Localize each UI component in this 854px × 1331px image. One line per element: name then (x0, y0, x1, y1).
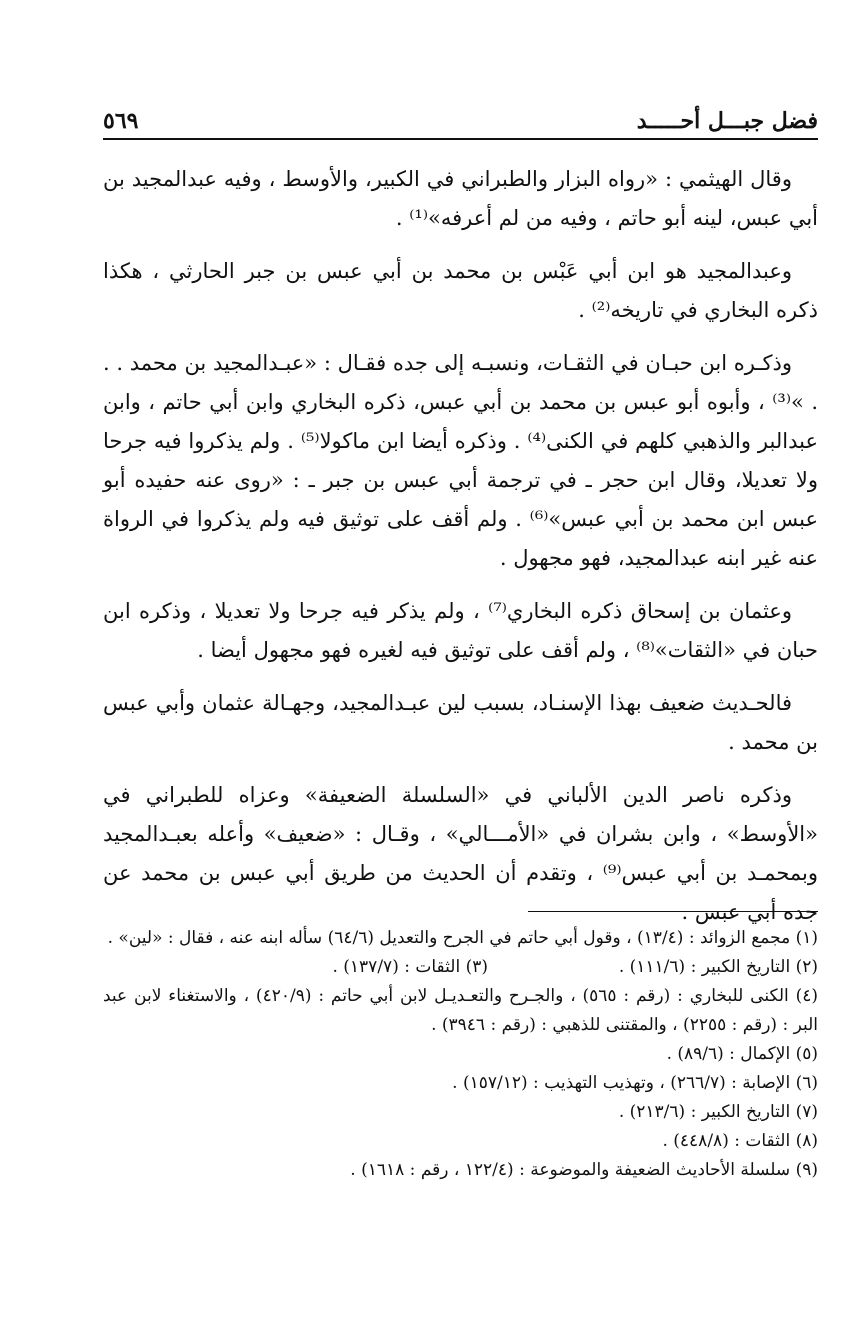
footnote-9: (٩) سلسلة الأحاديث الضعيفة والموضوعة : (١٢٢/٤ ، رقم : ١٦١٨) . (350, 1160, 818, 1180)
footnote-7: (٧) التاريخ الكبير : (٢١٣/٦) . (618, 1102, 818, 1122)
footnote-3: (٣) الثقات : (١٣٧/٧) . (332, 957, 488, 977)
page-header (103, 84, 818, 134)
main-text (103, 160, 818, 946)
footnote-row (103, 953, 818, 982)
paragraph: وقال الهيثمي : «رواه البزار والطبراني في الكبير، والأوسط ، وفيه عبدالمجيد بن أبي عبس، لينه أبو حاتم ، وفيه من لم أعرفه»⁽¹⁾ . (103, 167, 818, 230)
page-number: ٥٦٩ (103, 108, 139, 134)
footnote-5: (٥) الإكمال : (٨٩/٦) . (666, 1044, 818, 1064)
header-rule (103, 138, 818, 140)
footnote-2: (٢) التاريخ الكبير : (١١١/٦) . (618, 957, 818, 977)
paragraph: وذكـره ابن حبـان في الثقـات، ونسبـه إلى جده فقـال : «عبـدالمجيد بن محمد . . . »⁽³⁾ ، وأبوه أبو عبس بن محمد بن أبي عبس، ذكره البخاري وابن أبي حاتم ، وابن عبدالبر والذهبي كلهم في الكنى⁽⁴⁾ . وذكره أيضا ابن ماكولا⁽⁵⁾ . ولم يذكروا فيه جرحا ولا تعديلا، وقال ابن حجر ـ في ترجمة أبي عبس بن جبر ـ : «روى عنه حفيده أبو عبس ابن محمد بن أبي عبس»⁽⁶⁾ . ولم أقف على توثيق فيه ولم يذكروا في الرواة عنه غير ابنه عبدالمجيد، فهو مجهول . (103, 351, 818, 570)
paragraph: وذكره ناصر الدين الألباني في «السلسلة الضعيفة» وعزاه للطبراني في «الأوسط» ، وابن بشران في «الأمـــالي» ، وقـال : «ضعيف» وأعله بعبـدالمجيد وبمحمـد بن أبي عبس⁽⁹⁾ ، وتقدم أن الحديث من طريق أبي عبس بن محمد عن جده أبي عبس . (103, 783, 819, 924)
footnote-8: (٨) الثقات : (٤٤٨/٨) . (662, 1131, 818, 1151)
paragraph: وعبدالمجيد هو ابن أبي عَبْس بن محمد بن أبي عبس بن جبر الحارثي ، هكذا ذكره البخاري في تاريخه⁽²⁾ . (103, 259, 818, 322)
footnote-1: (١) مجمع الزوائد : (١٣/٤) ، وقول أبي حاتم في الجرح والتعديل (٦٤/٦) سأله ابنه عنه ، فقال : «لين» . (107, 928, 818, 948)
footnote-6: (٦) الإصابة : (٢٦٦/٧) ، وتهذيب التهذيب : (١٥٧/١٢) . (452, 1073, 818, 1093)
footnotes (103, 924, 818, 1185)
running-title: فضل جبـــل أحـــــد (636, 108, 818, 134)
footnote-4: (٤) الكنى للبخاري : (رقم : ٥٦٥) ، والجـرح والتعـديـل لابن أبي حاتم : (٤٢٠/٩) ، والاستغناء لابن عبد البر : (رقم : ٢٢٥٥) ، والمقتنى للذهبي : (رقم : ٣٩٤٦) . (103, 986, 818, 1035)
paragraph: فالحـديث ضعيف بهذا الإسنـاد، بسبب لين عبـدالمجيد، وجهـالة عثمان وأبي عبس بن محمد . (103, 691, 818, 754)
paragraph: وعثمان بن إسحاق ذكره البخاري⁽⁷⁾ ، ولم يذكر فيه جرحا ولا تعديلا ، وذكره ابن حبان في «الثقات»⁽⁸⁾ ، ولم أقف على توثيق فيه لغيره فهو مجهول أيضا . (103, 599, 818, 662)
footnote-separator (528, 911, 818, 912)
